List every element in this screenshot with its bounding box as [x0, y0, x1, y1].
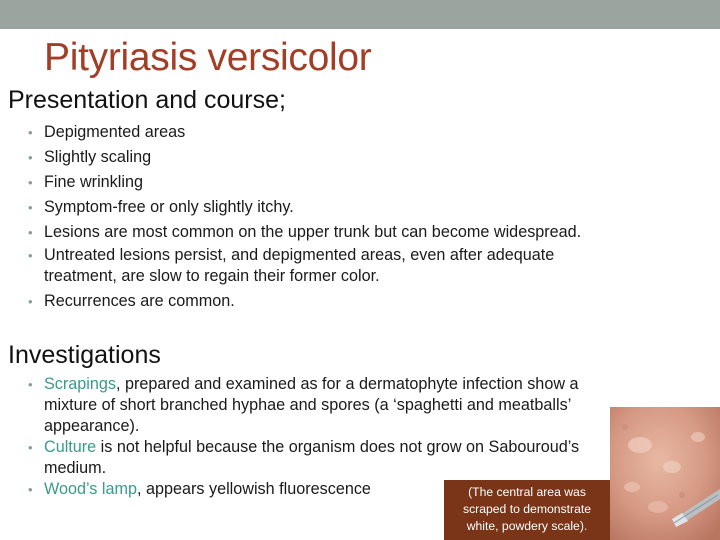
bullet-icon: • [28, 482, 33, 497]
skin-lesion-photo [610, 407, 720, 540]
list-item: • Wood’s lamp, appears yellowish fluorescence [28, 480, 371, 498]
bullet-icon: • [28, 294, 33, 309]
term-woods-lamp: Wood’s lamp [44, 480, 137, 498]
top-bar [0, 0, 720, 29]
bullet-icon: • [28, 125, 33, 140]
section-heading-investigations: Investigations [8, 341, 161, 369]
list-item: • Slightly scaling [28, 145, 588, 170]
list-item: • Depigmented areas [28, 120, 588, 145]
list-item: • Recurrences are common. [28, 289, 588, 314]
bullet-icon: • [28, 248, 33, 263]
image-caption: (The central area was scraped to demonstrate white, powdery scale). [462, 485, 592, 533]
bullet-icon: • [28, 200, 33, 215]
list-item: • Scrapings, prepared and examined as for a dermatophyte infection show a mixture of short branched hyphae and spores (a ‘spaghetti and meatballs’ appearance). [28, 375, 579, 435]
term-culture: Culture [44, 438, 97, 456]
section-heading-presentation: Presentation and course; [8, 86, 286, 114]
bullet-icon: • [28, 225, 33, 240]
presentation-list [28, 120, 588, 314]
term-scrapings: Scrapings [44, 375, 116, 393]
list-item: • Culture is not helpful because the organism does not grow on Sabouroud’s medium. [28, 438, 580, 477]
bullet-icon: • [28, 440, 33, 455]
list-item: • Fine wrinkling [28, 170, 588, 195]
bullet-icon: • [28, 150, 33, 165]
bullet-icon: • [28, 175, 33, 190]
skin-photo-illustration [610, 407, 720, 540]
list-item: • Untreated lesions persist, and depigmented areas, even after adequate treatment, are slow to regain their former color. [28, 246, 555, 285]
slide-title: Pityriasis versicolor [44, 36, 372, 79]
list-item: • Symptom-free or only slightly itchy. [28, 195, 588, 220]
bullet-icon: • [28, 377, 33, 392]
list-item: • Lesions are most common on the upper trunk but can become widespread. [28, 223, 582, 241]
